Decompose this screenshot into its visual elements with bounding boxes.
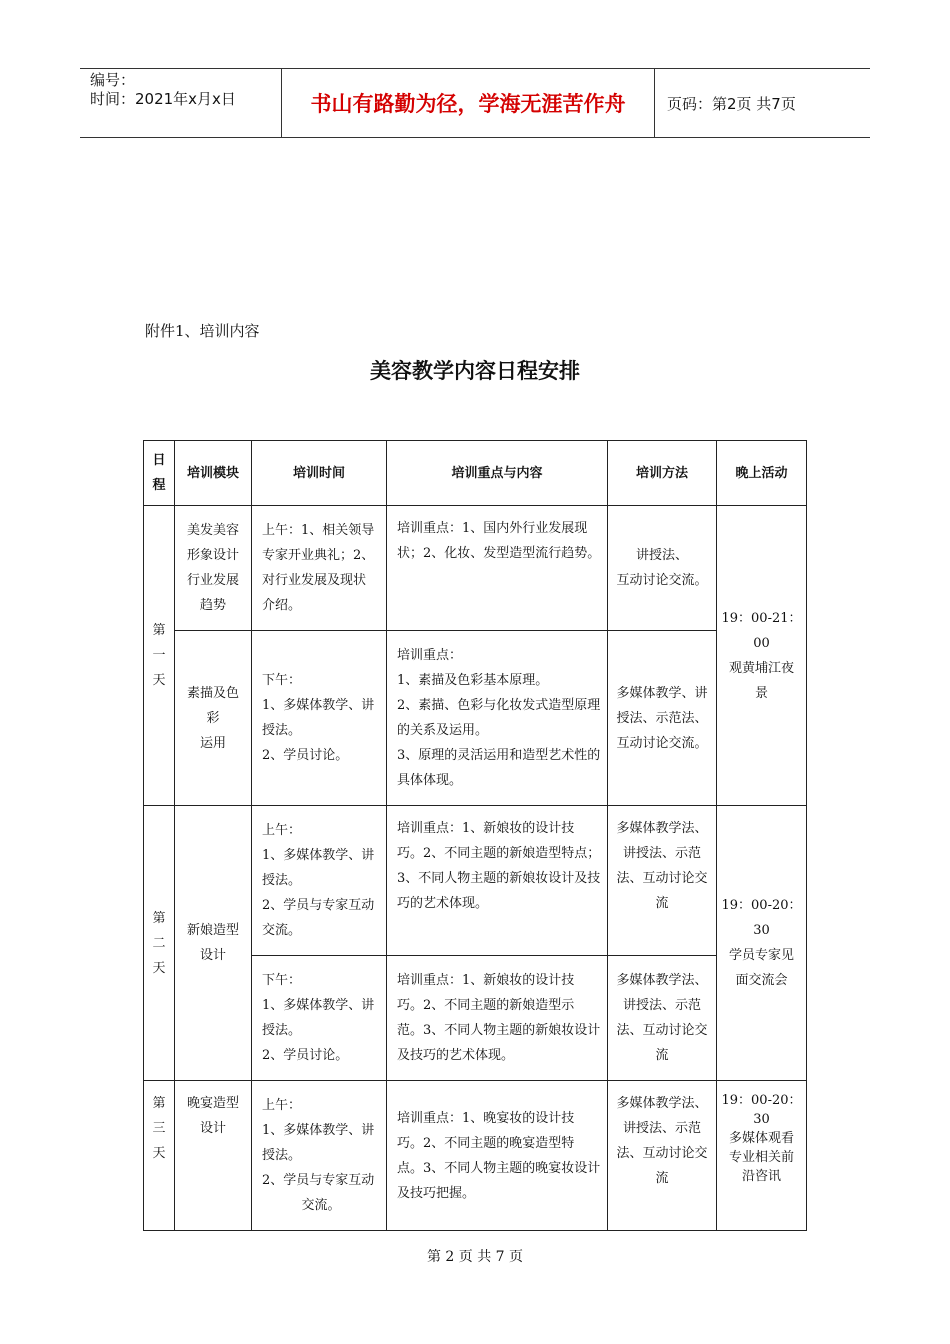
day-cell: 第 三 天 [144, 1081, 175, 1231]
content-cell: 培训重点：1、晚宴妆的设计技 巧。2、不同主题的晚宴造型特 点。3、不同人物主题的晚宴妆设计 及技巧把握。 [387, 1081, 608, 1231]
method-cell: 多媒体教学法、 讲授法、示范 法、互动讨论交 流 [608, 956, 717, 1081]
header-motto: 书山有路勤为径，学海无涯苦作舟 [282, 69, 655, 137]
time-cell: 上午：1、相关领导 专家开业典礼；2、 对行业发展及现状 介绍。 [252, 506, 387, 631]
method-cell: 多媒体教学法、 讲授法、示范 法、互动讨论交 流 [608, 1081, 717, 1231]
page-footer: 第 2 页 共 7 页 [426, 1249, 524, 1265]
header-evening: 晚上活动 [717, 441, 807, 506]
header-content: 培训重点与内容 [387, 441, 608, 506]
page-header [80, 68, 870, 138]
method-cell: 多媒体教学法、 讲授法、示范 法、互动讨论交 流 [608, 806, 717, 956]
code-label: 编号： [90, 71, 136, 89]
table-row [144, 506, 807, 631]
document-title: 美容教学内容日程安排 [370, 359, 580, 383]
module-cell: 晚宴造型 设计 [175, 1081, 252, 1231]
header-module: 培训模块 [175, 441, 252, 506]
header-time: 培训时间 [252, 441, 387, 506]
header-meta [80, 69, 282, 137]
time-cell: 上午： 1、多媒体教学、讲 授法。 2、学员与专家互动 交流。 [252, 806, 387, 956]
day-cell: 第 一 天 [144, 506, 175, 806]
content-cell: 培训重点：1、新娘妆的设计技 巧。2、不同主题的新娘造型特点； 3、不同人物主题的新娘妆设计及技 巧的艺术体现。 [387, 806, 608, 956]
content-cell: 培训重点：1、国内外行业发展现 状；2、化妆、发型造型流行趋势。 [387, 506, 608, 631]
module-cell: 美发美容 形象设计 行业发展 趋势 [175, 506, 252, 631]
table-row [144, 806, 807, 956]
content-cell: 培训重点： 1、素描及色彩基本原理。 2、素描、色彩与化妆发式造型原理 的关系及运用。 3、原理的灵活运用和造型艺术性的 具体体现。 [387, 631, 608, 806]
module-cell: 素描及色 彩 运用 [175, 631, 252, 806]
day-cell: 第 二 天 [144, 806, 175, 1081]
table-header-row [144, 441, 807, 506]
evening-cell: 19：00-21： 00 观黄埔江夜 景 [717, 506, 807, 806]
evening-cell: 19：00-20： 30 学员专家见 面交流会 [717, 806, 807, 1081]
method-cell: 讲授法、 互动讨论交流。 [608, 506, 717, 631]
attachment-label: 附件1、培训内容 [145, 322, 260, 340]
table-row [144, 1081, 807, 1231]
time-cell: 上午： 1、多媒体教学、讲 授法。 2、学员与专家互动 交流。 [252, 1081, 387, 1231]
time-cell: 下午： 1、多媒体教学、讲 授法。 2、学员讨论。 [252, 956, 387, 1081]
time-cell: 下午： 1、多媒体教学、讲 授法。 2、学员讨论。 [252, 631, 387, 806]
evening-cell: 19：00-20： 30 多媒体观看 专业相关前 沿咨讯 [717, 1081, 807, 1231]
header-method: 培训方法 [608, 441, 717, 506]
table-row [144, 631, 807, 806]
header-day: 日 程 [144, 441, 175, 506]
module-cell: 新娘造型 设计 [175, 806, 252, 1081]
schedule-table [143, 440, 807, 1231]
date-label: 时间：2021年x月x日 [90, 90, 236, 108]
method-cell: 多媒体教学、讲 授法、示范法、 互动讨论交流。 [608, 631, 717, 806]
content-cell: 培训重点：1、新娘妆的设计技 巧。2、不同主题的新娘造型示 范。3、不同人物主题的新娘妆设计 及技巧的艺术体现。 [387, 956, 608, 1081]
header-page-info: 页码：第2页 共7页 [667, 94, 796, 113]
